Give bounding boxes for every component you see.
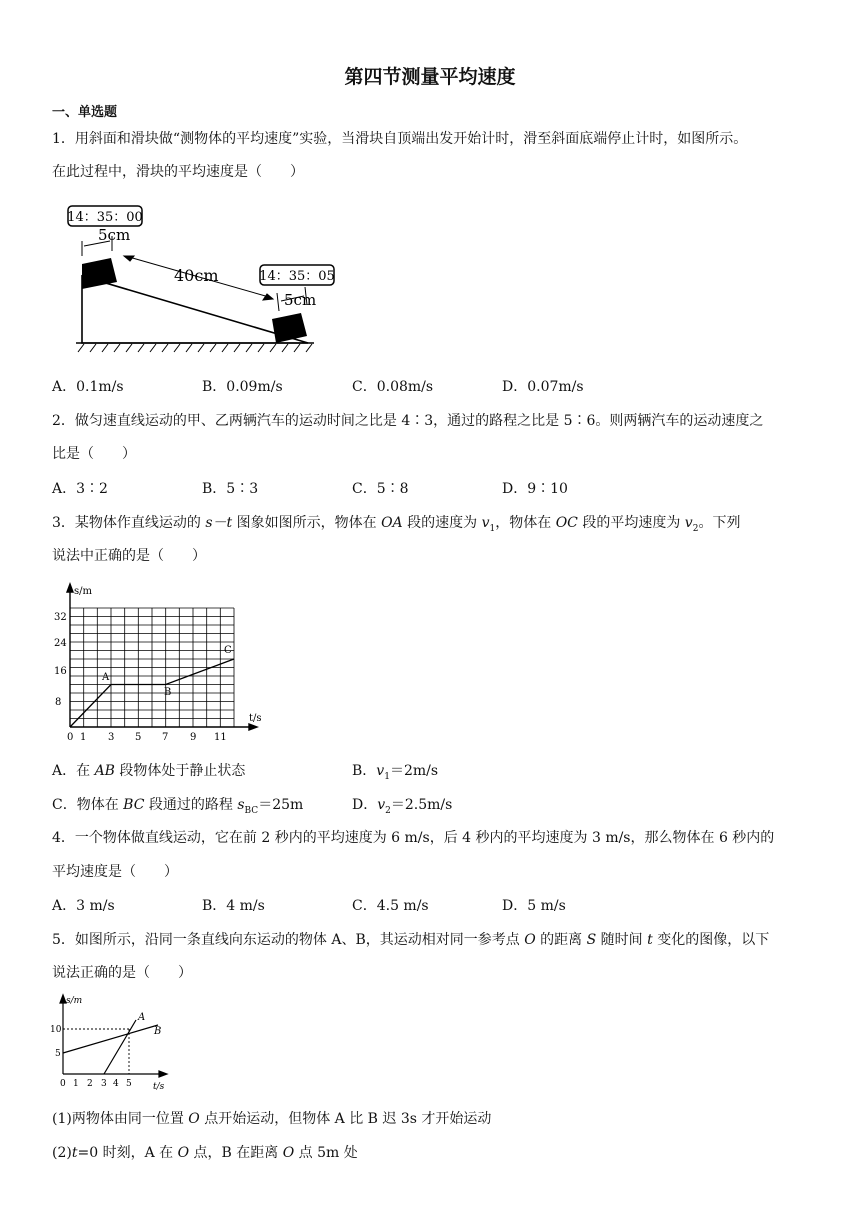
q5-xtick-3: 3 bbox=[101, 1079, 107, 1089]
q1-text-line2: 在此过程中，滑块的平均速度是（ ） bbox=[52, 164, 304, 180]
q4-text-line1: 4．一个物体做直线运动，它在前 2 秒内的平均速度为 6 m/s，后 4 秒内的平均速度为 3 m/s，那么物体在 6 秒内的 bbox=[52, 830, 775, 846]
q1-incline-figure bbox=[64, 196, 335, 356]
q3-point-c: C bbox=[224, 645, 232, 656]
q4-option-b[interactable]: B．4 m/s bbox=[202, 898, 265, 914]
page-title: 第四节测量平均速度 bbox=[344, 66, 516, 88]
q2-text-line1: 2．做匀速直线运动的甲、乙两辆汽车的运动时间之比是 4∶3，通过的路程之比是 5∶6。则两辆汽车的运动速度之 bbox=[52, 413, 764, 429]
q5-text-line2: 说法正确的是（ ） bbox=[52, 965, 192, 981]
q3-ytick-16: 16 bbox=[54, 666, 67, 677]
q5-line-b bbox=[63, 1025, 158, 1053]
q5-xtick-4: 4 bbox=[113, 1079, 119, 1089]
q4-option-d[interactable]: D．5 m/s bbox=[502, 898, 566, 914]
q1-label-40cm: 40cm bbox=[174, 266, 219, 285]
q3-text-line1: 3．某物体作直线运动的 s－t 图象如图所示，物体在 OA 段的速度为 $v_1$，物体在 OC 段的平均速度为 $v_2$。下列 bbox=[52, 515, 741, 534]
q2-option-d[interactable]: D．9∶10 bbox=[502, 481, 568, 497]
q1-label-5cm-top: 5cm bbox=[98, 226, 131, 244]
q5-text-line1: 5．如图所示，沿同一条直线向东运动的物体 A、B，其运动相对同一参考点 O 的距离 S 随时间 t 变化的图像，以下 bbox=[52, 932, 770, 948]
q5-statement-1: (1)两物体由同一位置 O 点开始运动，但物体 A 比 B 迟 3s 才开始运动 bbox=[52, 1111, 492, 1127]
q5-statement-2: (2)t=0 时刻，A 在 O 点，B 在距离 O 点 5m 处 bbox=[52, 1145, 358, 1161]
q3-option-c[interactable]: C．物体在 BC 段通过的路程 $s_{BC}=25m$ bbox=[52, 797, 304, 816]
q3-option-a[interactable]: A．在 AB 段物体处于静止状态 bbox=[52, 763, 246, 779]
q2-option-a[interactable]: A．3∶2 bbox=[52, 481, 108, 497]
q1-ground-hatching bbox=[78, 344, 312, 352]
q3-xtick-7: 7 bbox=[162, 732, 169, 743]
q5-xtick-0: 0 bbox=[60, 1079, 66, 1089]
q3-ytick-8: 8 bbox=[55, 697, 62, 708]
q1-option-d[interactable]: D．0.07m/s bbox=[502, 379, 584, 395]
q5-ytick-10: 10 bbox=[50, 1025, 62, 1035]
q1-clock-end: 14：35：05 bbox=[259, 269, 335, 284]
q1-clock-start: 14：35：00 bbox=[67, 210, 143, 225]
q1-slider-block-bottom bbox=[272, 313, 307, 343]
q2-option-c[interactable]: C．5∶8 bbox=[352, 481, 409, 497]
q5-line-b-label: B bbox=[154, 1026, 162, 1037]
q3-x-axis-label: t/s bbox=[249, 713, 262, 724]
q5-xtick-5: 5 bbox=[126, 1079, 132, 1089]
q5-xtick-1: 1 bbox=[73, 1079, 79, 1089]
q1-text-line1: 1．用斜面和滑块做“测物体的平均速度”实验，当滑块自顶端出发开始计时，滑至斜面底端停止计时，如图所示。 bbox=[52, 131, 748, 147]
q3-ytick-32: 32 bbox=[54, 612, 67, 623]
q4-text-line2: 平均速度是（ ） bbox=[52, 864, 178, 880]
q3-text-line2: 说法中正确的是（ ） bbox=[52, 548, 206, 564]
q1-option-a[interactable]: A．0.1m/s bbox=[52, 379, 124, 395]
q3-y-axis-label: s/m bbox=[74, 586, 92, 597]
q3-xtick-11: 11 bbox=[214, 732, 227, 743]
q2-text-line2: 比是（ ） bbox=[52, 446, 136, 462]
q3-point-b: B bbox=[164, 687, 172, 698]
q1-label-5cm-bottom: 5cm bbox=[284, 291, 317, 309]
q5-y-axis-label: s/m bbox=[66, 996, 83, 1006]
q3-xtick-0: 0 bbox=[67, 732, 74, 743]
q1-option-c[interactable]: C．0.08m/s bbox=[352, 379, 434, 395]
q3-xtick-9: 9 bbox=[190, 732, 197, 743]
q3-xtick-5: 5 bbox=[135, 732, 142, 743]
q5-x-axis-label: t/s bbox=[153, 1082, 165, 1092]
q3-ytick-24: 24 bbox=[54, 638, 67, 649]
q1-option-b[interactable]: B．0.09m/s bbox=[202, 379, 283, 395]
q3-xtick-3: 3 bbox=[108, 732, 115, 743]
q2-option-b[interactable]: B．5∶3 bbox=[202, 481, 259, 497]
q5-st-chart bbox=[50, 990, 180, 1090]
q1-incline-triangle bbox=[82, 276, 308, 343]
q5-xtick-2: 2 bbox=[87, 1079, 93, 1089]
q4-option-a[interactable]: A．3 m/s bbox=[52, 898, 115, 914]
q5-line-a-label: A bbox=[138, 1012, 146, 1023]
q3-point-a: A bbox=[102, 672, 110, 683]
section-heading: 一、单选题 bbox=[52, 105, 118, 120]
q3-st-chart bbox=[52, 580, 274, 744]
q3-xtick-1: 1 bbox=[80, 732, 87, 743]
q3-option-b[interactable]: B．$v_1=2m/s$ bbox=[352, 763, 439, 782]
q4-option-c[interactable]: C．4.5 m/s bbox=[352, 898, 429, 914]
q5-line-a bbox=[104, 1020, 136, 1074]
q3-option-d[interactable]: D．$v_2=2.5m/s$ bbox=[352, 797, 453, 816]
q5-ytick-5: 5 bbox=[55, 1049, 61, 1059]
